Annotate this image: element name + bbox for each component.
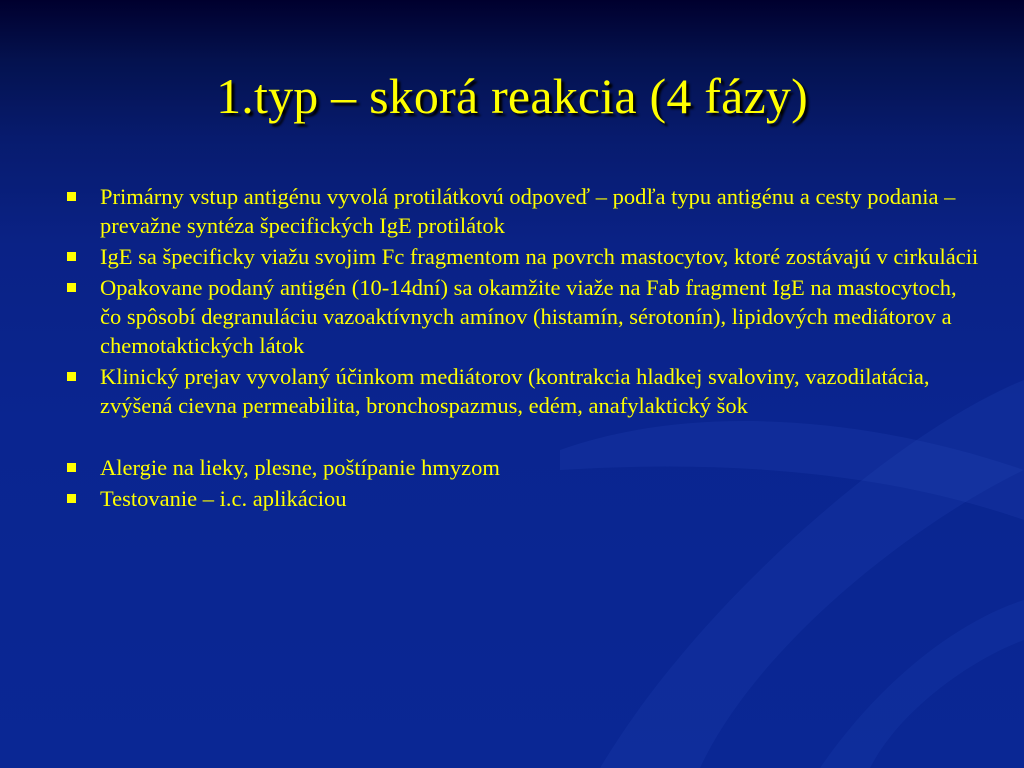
bullet-text: Opakovane podaný antigén (10-14dní) sa okamžite viaže na Fab fragment IgE na mastocytoch, čo spôsobí degranuláciu vazoaktívnych amínov (histamín, sérotonín), lipidových mediátorov a chemotaktických látok (100, 275, 957, 358)
square-bullet-icon (67, 463, 76, 472)
bullet-item (100, 453, 980, 482)
bullet-text: Testovanie – i.c. aplikáciou (100, 486, 347, 511)
square-bullet-icon (67, 494, 76, 503)
square-bullet-icon (67, 283, 76, 292)
square-bullet-icon (67, 372, 76, 381)
bullet-item (100, 484, 980, 513)
square-bullet-icon (67, 192, 76, 201)
square-bullet-icon (67, 252, 76, 261)
bullet-item (100, 273, 980, 360)
bullet-text: Primárny vstup antigénu vyvolá protilátkovú odpoveď – podľa typu antigénu a cesty podania – prevažne syntéza špecifických IgE protilátok (100, 184, 956, 238)
bullet-text: Klinický prejav vyvolaný účinkom mediátorov (kontrakcia hladkej svaloviny, vazodilatácia, zvýšená cievna permeabilita, bronchospazmus, edém, anafylaktický šok (100, 364, 930, 418)
bullet-list (100, 182, 980, 515)
slide-title: 1.typ – skorá reakcia (4 fázy) (216, 68, 808, 124)
bullet-text: IgE sa špecificky viažu svojim Fc fragmentom na povrch mastocytov, ktoré zostávajú v cirkulácii (100, 244, 979, 269)
bullet-item (100, 362, 980, 420)
bullet-item (100, 242, 980, 271)
bullet-text: Alergie na lieky, plesne, poštípanie hmyzom (100, 455, 500, 480)
bullet-item (100, 182, 980, 240)
